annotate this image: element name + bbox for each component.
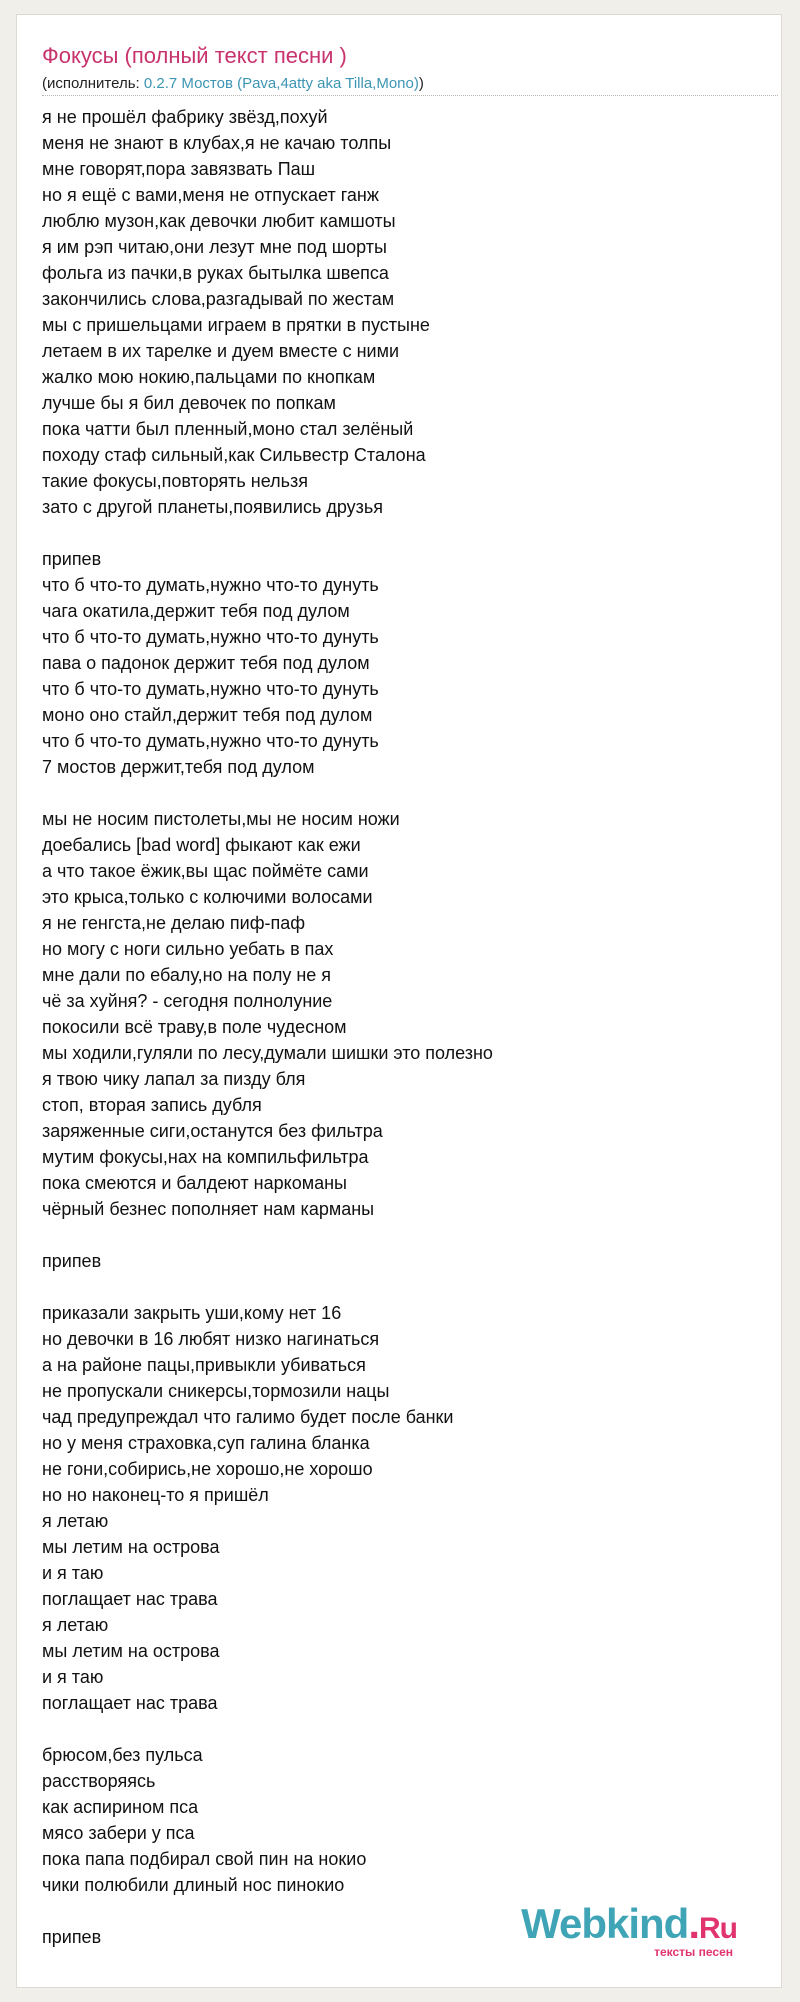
lyric-line: пока чатти был пленный,моно стал зелёный	[42, 419, 414, 439]
lyric-line: заряженные сиги,останутся без фильтра	[42, 1121, 383, 1141]
lyric-line	[42, 520, 762, 546]
lyric-line: чёрный безнес пополняет нам карманы	[42, 1199, 375, 1219]
lyric-line: я летаю	[42, 1615, 109, 1635]
lyric-line: такие фокусы,повторять нельзя	[42, 471, 309, 491]
lyric-line: мы не носим пистолеты,мы не носим ножи	[42, 809, 400, 829]
lyric-line: лучше бы я бил девочек по попкам	[42, 393, 336, 413]
page-title: Фокусы (полный текст песни )	[42, 43, 347, 68]
lyric-line	[42, 1716, 762, 1742]
lyric-line: а на районе пацы,привыкли убиваться	[42, 1355, 366, 1375]
artist-suffix: )	[418, 75, 424, 92]
lyric-line: мне дали по ебалу,но на полу не я	[42, 965, 332, 985]
lyric-line: но у меня страховка,суп галина бланка	[42, 1433, 370, 1453]
lyric-line: я не генгста,не делаю пиф-паф	[42, 913, 306, 933]
lyric-line	[42, 780, 762, 806]
lyric-line: но я ещё с вами,меня не отпускает ганж	[42, 185, 379, 205]
lyric-line: расстворяясь	[42, 1771, 156, 1791]
lyric-line: стоп, вторая запись дубля	[42, 1095, 262, 1115]
lyric-line: но могу с ноги сильно уебать в пах	[42, 939, 334, 959]
lyric-line: жалко мою нокию,пальцами по кнопкам	[42, 367, 376, 387]
lyric-line: я летаю	[42, 1511, 109, 1531]
logo-dot: .	[688, 1900, 699, 1947]
lyric-line: мы ходили,гуляли по лесу,думали шишки это полезно	[42, 1043, 493, 1063]
lyric-line: летаем в их тарелке и дуем вместе с ними	[42, 341, 400, 361]
artist-line	[42, 75, 424, 92]
lyric-line: что б что-то думать,нужно что-то дунуть	[42, 731, 379, 751]
lyric-line: это крыса,только с колючими волосами	[42, 887, 373, 907]
site-logo[interactable]	[521, 1900, 737, 1959]
lyric-line: приказали закрыть уши,кому нет 16	[42, 1303, 342, 1323]
lyric-line: поглащает нас трава	[42, 1693, 218, 1713]
lyric-line: мясо забери у пса	[42, 1823, 195, 1843]
lyric-line: чики полюбили длиный нос пинокио	[42, 1875, 345, 1895]
lyric-line: чад предупреждал что галимо будет после банки	[42, 1407, 454, 1427]
lyric-line: как аспирином пса	[42, 1797, 199, 1817]
lyric-line: припев	[42, 549, 102, 569]
lyrics-card	[16, 14, 782, 1988]
logo-tagline: тексты песен	[654, 1945, 733, 1959]
artist-prefix: (исполнитель:	[42, 75, 144, 92]
logo-tld: Ru	[699, 1912, 737, 1945]
lyric-line: я твою чику лапал за пизду бля	[42, 1069, 306, 1089]
lyric-line: и я таю	[42, 1563, 104, 1583]
lyric-line: пока смеются и балдеют наркоманы	[42, 1173, 347, 1193]
lyric-line: люблю музон,как девочки любит камшоты	[42, 211, 396, 231]
lyric-line: я не прошёл фабрику звёзд,похуй	[42, 107, 328, 127]
lyric-line: но девочки в 16 любят низко нагинаться	[42, 1329, 380, 1349]
lyric-line: меня не знают в клубах,я не качаю толпы	[42, 133, 392, 153]
lyric-line: мне говорят,пора завязвать Паш	[42, 159, 316, 179]
lyric-line: чё за хуйня? - сегодня полнолуние	[42, 991, 333, 1011]
lyric-line: но но наконец-то я пришёл	[42, 1485, 269, 1505]
lyric-line: походу стаф сильный,как Сильвестр Сталона	[42, 445, 426, 465]
lyric-line: моно оно стайл,держит тебя под дулом	[42, 705, 373, 725]
lyric-line: что б что-то думать,нужно что-то дунуть	[42, 575, 379, 595]
logo-main-text: Webkind	[521, 1900, 689, 1947]
lyric-line: не пропускали сникерсы,тормозили нацы	[42, 1381, 390, 1401]
lyric-line: 7 мостов держит,тебя под дулом	[42, 757, 315, 777]
lyric-line: что б что-то думать,нужно что-то дунуть	[42, 679, 379, 699]
lyric-line: поглащает нас трава	[42, 1589, 218, 1609]
lyric-line: пава о падонок держит тебя под дулом	[42, 653, 370, 673]
lyric-line: я им рэп читаю,они лезут мне под шорты	[42, 237, 387, 257]
lyric-line: мутим фокусы,нах на компильфильтра	[42, 1147, 369, 1167]
lyric-line: что б что-то думать,нужно что-то дунуть	[42, 627, 379, 647]
lyric-line: не гони,собирись,не хорошо,не хорошо	[42, 1459, 373, 1479]
lyric-line: фольга из пачки,в руках бытылка швепса	[42, 263, 389, 283]
lyric-line: брюсом,без пульса	[42, 1745, 203, 1765]
artist-link[interactable]: 0.2.7 Мостов (Pava,4atty aka Tilla,Mono)	[143, 75, 419, 92]
lyric-line	[42, 1274, 762, 1300]
dotted-divider	[42, 95, 778, 96]
lyric-line: а что такое ёжик,вы щас поймёте сами	[42, 861, 369, 881]
lyric-line: мы летим на острова	[42, 1641, 220, 1661]
lyric-line: пока папа подбирал свой пин на нокио	[42, 1849, 367, 1869]
lyrics-text	[42, 104, 762, 1950]
lyric-line: припев	[42, 1927, 102, 1947]
lyric-line: мы летим на острова	[42, 1537, 220, 1557]
lyric-line	[42, 1222, 762, 1248]
lyric-line: доебались [bad word] фыкают как ежи	[42, 835, 361, 855]
lyric-line: припев	[42, 1251, 102, 1271]
lyric-line: зато с другой планеты,появились друзья	[42, 497, 384, 517]
lyric-line: и я таю	[42, 1667, 104, 1687]
lyric-line: чага окатила,держит тебя под дулом	[42, 601, 350, 621]
lyric-line: закончились слова,разгадывай по жестам	[42, 289, 395, 309]
logo-wordmark	[521, 1900, 737, 1949]
lyric-line: мы с пришельцами играем в прятки в пустыне	[42, 315, 430, 335]
lyric-line: покосили всё траву,в поле чудесном	[42, 1017, 347, 1037]
